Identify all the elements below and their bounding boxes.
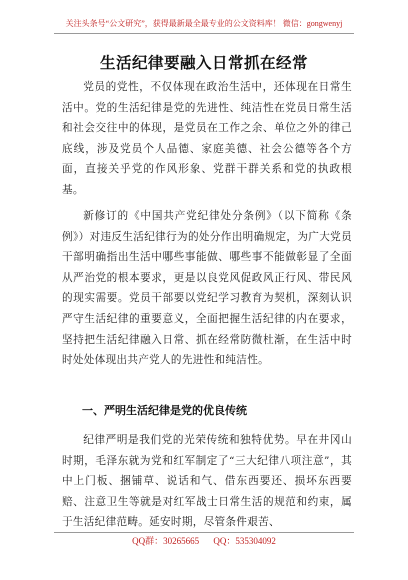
header-divider bbox=[54, 33, 354, 34]
page-footer bbox=[54, 534, 354, 547]
document-title: 生活纪律要融入日常抓在经常 bbox=[99, 53, 308, 72]
section-heading: 一、严明生活纪律是党的优良传统 bbox=[82, 404, 247, 417]
paragraph-regulation: 新修订的《中国共产党纪律处分条例》（以下简称《条例》）对违反生活纪律行为的处分作出明确规定，为广大党员干部明确指出生活中哪些事能做、哪些事不能做彰显了全面从严治党的根本要求，更是以良党风促政风正行风、带民风的现实需要。党员干部要以党纪学习教育为契机，深刻认识严守生活纪律的重要意义，全面把握生活纪律的内在要求，坚持把生活纪律融入日常、抓在经常防微杜渐，在生活中时时处处体现出共产党人的先进性和纯洁性。 bbox=[62, 210, 352, 367]
paragraph-tradition: 纪律严明是我们党的光荣传统和独特优势。早在井冈山时期，毛泽东就为党和红军制定了“三大纪律八项注意”，其中上门板、捆铺草、说话和气、借东西要还、损坏东西要赔、注意卫生等就是对红军战士日常生活的规范和约束，属于生活纪律范畴。延安时期，尽管条件艰苦、 bbox=[62, 434, 352, 529]
page-header: 关注头条号“公文研究”，获得最新最全最专业的公文资料库！ 微信：gongwenyj bbox=[65, 19, 343, 28]
footer-qq: QQ：535304092 bbox=[213, 536, 276, 546]
footer-qq-group: QQ群：30265665 bbox=[132, 536, 200, 546]
footer-divider bbox=[54, 532, 354, 533]
paragraph-intro: 党员的党性，不仅体现在政治生活中，还体现在日常生活中。党的生活纪律是党的先进性、纯洁性在党员日常生活和社会交往中的体现，是党员在工作之余、单位之外的律己底线，涉及党员个人品德、家庭美德、社会公德等各个方面，直接关乎党的作风形象、党群干群关系和党的执政根基。 bbox=[62, 81, 352, 196]
